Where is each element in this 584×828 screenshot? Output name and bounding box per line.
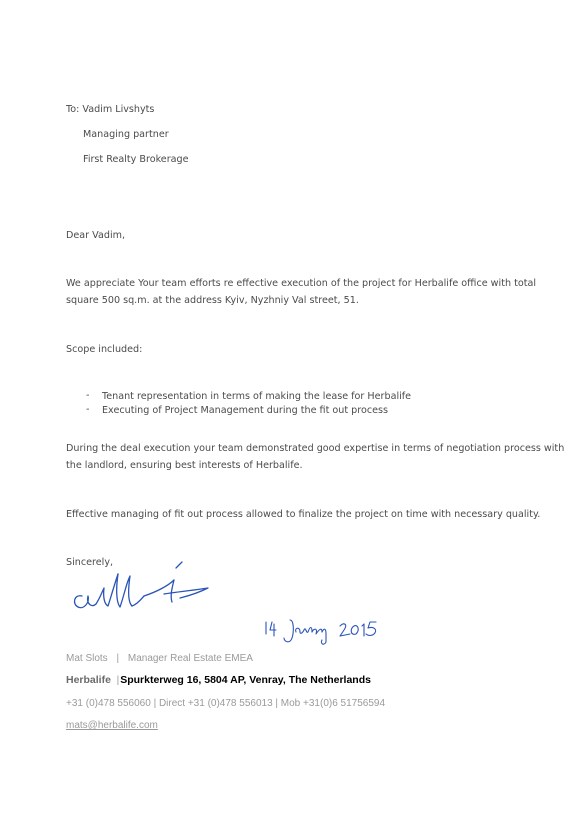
- brand-name: Herbalife: [66, 674, 111, 686]
- brand-separator: |: [116, 675, 120, 686]
- salutation: Dear Vadim,: [66, 230, 126, 241]
- paragraph-1-line-1: We appreciate Your team efforts re effective execution of the project for Herbalife office with total: [66, 278, 537, 289]
- phone-numbers: +31 (0)478 556060 | Direct +31 (0)478 556013 | Mob +31(0)6 51756594: [66, 698, 386, 709]
- paragraph-2-line-1: During the deal execution your team demonstrated good expertise in terms of negotiation process with: [66, 443, 565, 454]
- signer-name: Mat Slots: [66, 653, 108, 664]
- address-line: [66, 674, 371, 687]
- paragraph-1-line-2: square 500 sq.m. at the address Kyiv, Nyzhniy Val street, 51.: [66, 295, 359, 306]
- email-link[interactable]: mats@herbalife.com: [66, 720, 158, 731]
- signer-separator: |: [116, 653, 120, 664]
- signer-line: [66, 652, 253, 665]
- scope-heading: Scope included:: [66, 344, 143, 355]
- handwritten-date: [260, 612, 380, 648]
- closing: Sincerely,: [66, 557, 114, 568]
- paragraph-3: Effective managing of fit out process allowed to finalize the project on time with necessary quality.: [66, 509, 541, 520]
- recipient-company: First Realty Brokerage: [83, 154, 189, 165]
- handwritten-signature: [60, 552, 220, 618]
- recipient-role: Managing partner: [83, 129, 169, 140]
- recipient-to-line: To: Vadim Livshyts: [66, 104, 155, 115]
- paragraph-2-line-2: the landlord, ensuring best interests of Herbalife.: [66, 460, 303, 471]
- bullet-mark: -: [86, 404, 90, 415]
- company-address: Spurkterweg 16, 5804 AP, Venray, The Netherlands: [120, 674, 371, 686]
- scope-item: Tenant representation in terms of making the lease for Herbalife: [102, 391, 412, 402]
- scope-item: Executing of Project Management during the fit out process: [102, 405, 389, 416]
- bullet-mark: -: [86, 390, 90, 401]
- signer-title: Manager Real Estate EMEA: [127, 653, 253, 664]
